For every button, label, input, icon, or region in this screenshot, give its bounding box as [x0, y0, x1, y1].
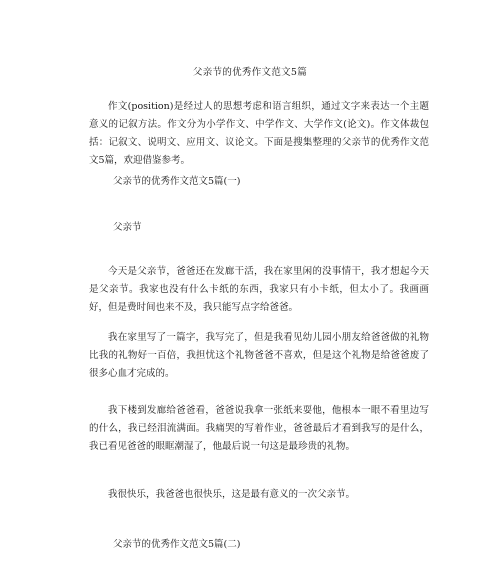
- essay-paragraph-2: 我在家里写了一篇字，我写完了，但是我看见幼儿园小朋友给爸爸做的礼物比我的礼物好一百倍，我担忧这个礼物爸爸不喜欢，但是这个礼物是给爸爸废了很多心血才完成的。: [89, 332, 429, 379]
- essay-paragraph-4: 我很快乐，我爸爸也很快乐，这是最有意义的一次父亲节。: [108, 489, 356, 500]
- section-heading-2: 父亲节的优秀作文范文5篇(二): [113, 539, 241, 550]
- document-title: 父亲节的优秀作文范文5篇: [192, 67, 308, 78]
- essay-paragraph-3: 我下楼到发廊给爸爸看，爸爸说我拿一张纸来耍他，他根本一眼不看里边写的什么，我已经泪流满面。我痛哭的写着作业，爸爸最后才看到我写的是什么，我已看见爸爸的眼眶潮湿了，他最后说一句这是最珍贵的礼物。: [89, 405, 429, 452]
- essay-paragraph-1: 今天是父亲节，爸爸还在发廊干活，我在家里闲的没事情干，我才想起今天是父亲节。我家也没有什么卡纸的东西，我家只有小卡纸，但太小了。我画画好，但是费时间也来不及，我只能写点字给爸爸。: [89, 266, 429, 313]
- intro-paragraph: 作文(position)是经过人的思想考虑和语言组织，通过文字来表达一个主题意义的记叙方法。作文分为小学作文、中学作文、大学作文(论文)。作文体裁包括：记叙文、说明文、应用文、议论文。下面是搜集整理的父亲节的优秀作文范文5篇，欢迎借鉴参考。: [89, 101, 429, 166]
- section-heading-1: 父亲节的优秀作文范文5篇(一): [113, 176, 241, 187]
- essay-title: 父亲节: [113, 222, 142, 233]
